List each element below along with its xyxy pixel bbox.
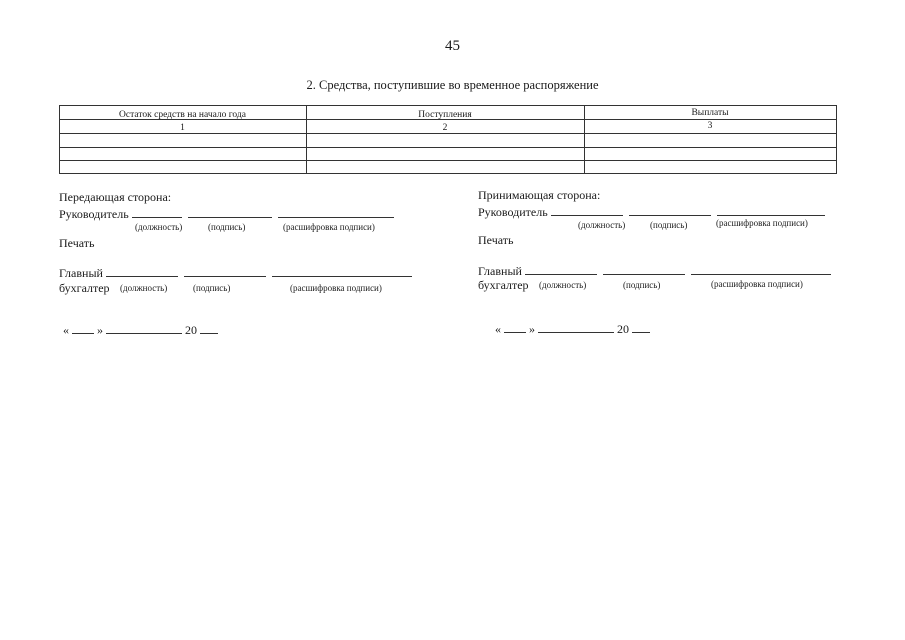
right-head-signature-field[interactable]	[629, 204, 711, 216]
right-date-year-field[interactable]	[632, 321, 650, 333]
right-accountant-label: бухгалтер	[478, 278, 529, 292]
right-date-month-field[interactable]	[538, 321, 614, 333]
table-border-top	[59, 105, 837, 106]
right-chief-label: Главный	[478, 264, 522, 278]
right-date-close-quote: »	[529, 322, 535, 336]
right-chief-position-caption: (должность)	[539, 280, 587, 290]
right-chief-signature-caption: (подпись)	[623, 280, 661, 290]
right-date-open-quote: «	[495, 322, 501, 336]
right-head-decoding-field[interactable]	[717, 204, 825, 216]
left-chief-position-caption: (должность)	[120, 283, 168, 293]
right-head-signature-caption: (подпись)	[650, 220, 688, 230]
left-chief-signature-caption: (подпись)	[193, 283, 231, 293]
table-col-number-1: 1	[180, 123, 185, 133]
table-border-bottom	[59, 173, 837, 174]
table-border-right	[836, 105, 837, 173]
left-chief-label: Главный	[59, 266, 103, 280]
left-head-signature-caption: (подпись)	[208, 222, 246, 232]
right-chief-position-field[interactable]	[525, 263, 597, 275]
right-seal-label: Печать	[478, 233, 514, 247]
left-head-decoding-field[interactable]	[278, 206, 394, 218]
left-date-line	[63, 322, 218, 338]
left-head-position-caption: (должность)	[135, 222, 183, 232]
table-header-payments: Выплаты	[691, 108, 729, 118]
table-divider	[59, 133, 837, 134]
left-date-open-quote: «	[63, 323, 69, 337]
left-date-close-quote: »	[97, 323, 103, 337]
right-chief-line	[478, 263, 831, 279]
left-chief-line	[59, 265, 412, 281]
funds-table	[59, 105, 837, 173]
left-date-year-prefix: 20	[185, 323, 197, 337]
left-date-month-field[interactable]	[106, 322, 182, 334]
table-divider	[59, 147, 837, 148]
left-date-year-field[interactable]	[200, 322, 218, 334]
transferring-party-label: Передающая сторона:	[59, 190, 172, 204]
left-chief-signature-field[interactable]	[184, 265, 266, 277]
left-head-line	[59, 206, 394, 222]
right-chief-decoding-caption: (расшифровка подписи)	[711, 279, 803, 289]
left-chief-decoding-field[interactable]	[272, 265, 412, 277]
receiving-party-label: Принимающая сторона:	[478, 188, 601, 202]
left-chief-position-field[interactable]	[106, 265, 178, 277]
left-accountant-label: бухгалтер	[59, 281, 110, 295]
page-number: 45	[445, 38, 460, 54]
right-chief-decoding-field[interactable]	[691, 263, 831, 275]
table-header-balance: Остаток средств на начало года	[119, 110, 246, 120]
left-head-signature-field[interactable]	[188, 206, 272, 218]
right-head-label: Руководитель	[478, 205, 548, 219]
section-title: 2. Средства, поступившие во временное распоряжение	[306, 78, 599, 92]
left-date-day-field[interactable]	[72, 322, 94, 334]
right-date-line	[495, 321, 650, 337]
right-head-decoding-caption: (расшифровка подписи)	[716, 218, 808, 228]
table-header-receipts: Поступления	[418, 110, 472, 120]
right-head-position-field[interactable]	[551, 204, 623, 216]
right-date-day-field[interactable]	[504, 321, 526, 333]
left-head-decoding-caption: (расшифровка подписи)	[283, 222, 375, 232]
table-divider	[59, 160, 837, 161]
table-col-number-2: 2	[442, 123, 448, 133]
table-col-number-3: 3	[707, 121, 713, 131]
right-date-year-prefix: 20	[617, 322, 629, 336]
left-head-label: Руководитель	[59, 207, 129, 221]
left-seal-label: Печать	[59, 236, 95, 250]
right-head-position-caption: (должность)	[578, 220, 626, 230]
left-head-position-field[interactable]	[132, 206, 182, 218]
right-chief-signature-field[interactable]	[603, 263, 685, 275]
left-chief-decoding-caption: (расшифровка подписи)	[290, 283, 382, 293]
